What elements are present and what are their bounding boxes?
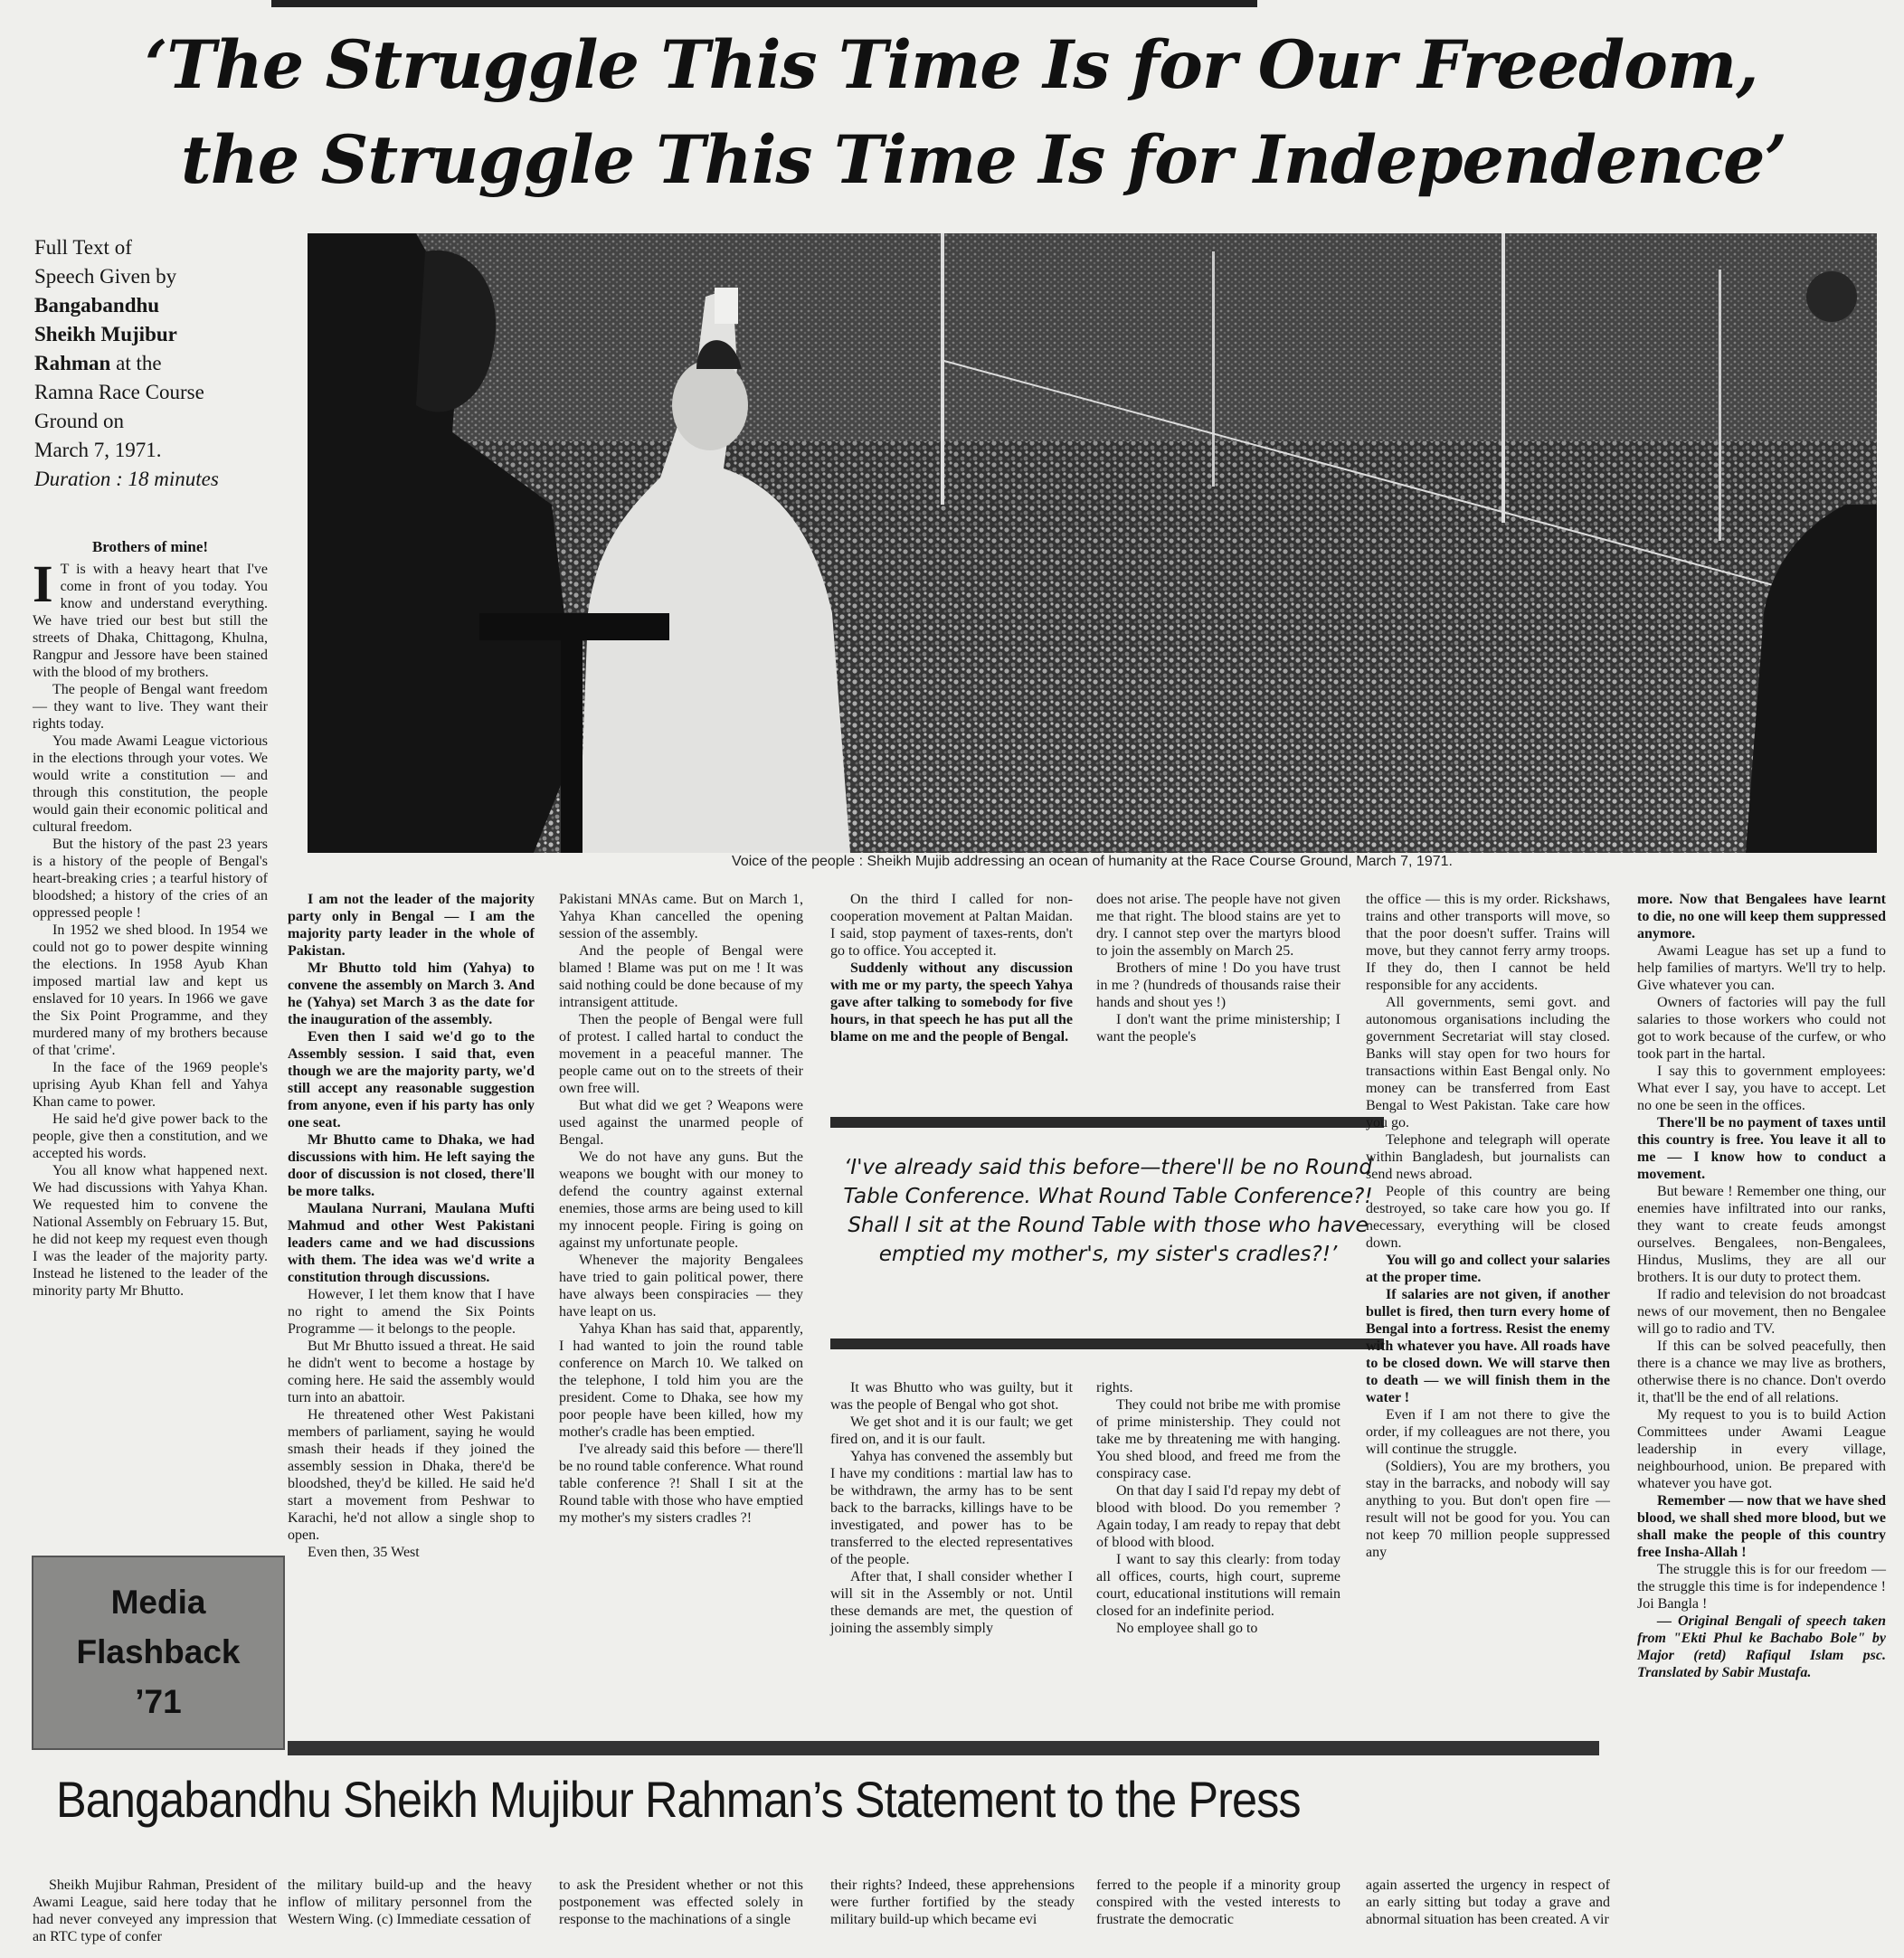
- article-column-3: [559, 891, 803, 1732]
- paragraph: But beware ! Remember one thing, our enemies have infiltrated into our ranks, they want to create feuds amongst ourselves. Bengalees, non-Bengalees, Hindus, Muslims, they are all our brothers. It is our duty to protect them.: [1637, 1184, 1886, 1285]
- headline: [145, 18, 1809, 208]
- byline-line: Ground on: [34, 410, 125, 432]
- paragraph: People of this country are being destroyed, so take care how you go. If necessary, everything will be closed down.: [1366, 1184, 1610, 1251]
- pullquote-rule-top: [830, 1117, 1384, 1128]
- top-rule: [271, 0, 1257, 7]
- paragraph: My request to you is to build Action Committees under Awami League leadership in every village, neighbourhood, union. Be prepared with whatever you have got.: [1637, 1407, 1886, 1491]
- article-column-1: [33, 538, 268, 1547]
- section-divider: [288, 1741, 1599, 1755]
- paragraph: The people of Bengal want freedom — they want to live. They want their rights today.: [33, 682, 268, 732]
- paragraph: If salaries are not given, if another bullet is fired, then turn every home of Bengal into a fortress. Resist the enemy with whatever you have. All roads have to be closed down. We will starve then to death — we will finish them in the water !: [1366, 1287, 1610, 1405]
- paragraph: All governments, semi govt. and autonomous organisations including the government Secretariat will stay closed. Banks will stay open for two hours for transactions within East Bengal only. No money can be transferred from East Bengal to West Pakistan. Take care how you go.: [1366, 995, 1610, 1130]
- media-flashback-line: Media: [110, 1584, 206, 1621]
- media-flashback-line: Flashback: [76, 1633, 241, 1670]
- pullquote-rule-bottom: [830, 1338, 1384, 1349]
- paragraph: He threatened other West Pakistani members of parliament, saying he would smash their heads if they joined the assembly session in Dhaka, there'd be bloodshed, they'd be killed. He said he'd start a movement from Peshwar to Karachi, he'd not allow a single shop to open.: [288, 1407, 535, 1543]
- paragraph: Whenever the majority Bengalees have tried to gain political power, there have always been conspiracies — they have leapt on us.: [559, 1253, 803, 1320]
- article-column-4-bottom: [830, 1379, 1073, 1732]
- paragraph: Remember — now that we have shed blood, we shall shed more blood, but we shall make the people of this country free Insha-Allah !: [1637, 1493, 1887, 1560]
- paragraph: Yahya Khan has said that, apparently, I had wanted to join the round table conference on March 10. We talked on the telephone, I told him you are the president. Come to Dhaka, see how my poor people have been killed, how my mother's cradle has been emptied.: [559, 1321, 803, 1440]
- paragraph: If this can be solved peacefully, then there is a chance we may live as brothers, otherwise there is no chance. Don't overdo it, that'll be the end of all relations.: [1637, 1338, 1886, 1405]
- article-column-7: [1637, 891, 1886, 1958]
- paragraph: the military build-up and the heavy inflow of military personnel from the Western Wing. (c) Immediate cessation of: [288, 1878, 532, 1927]
- byline-line: at the: [110, 352, 162, 374]
- paragraph: And the people of Bengal were blamed ! Blame was put on me ! It was said nothing could be done because of my intransigent attitude.: [559, 943, 803, 1010]
- article-column-5-bottom: [1096, 1379, 1340, 1732]
- paragraph: Yahya has convened the assembly but I have my conditions : martial law has to be withdrawn, the army has to be sent back to the barracks, killings have to be investigated, and power has to be transferred to the elected representatives of the people.: [830, 1449, 1073, 1567]
- media-flashback-line: ’71: [135, 1683, 182, 1720]
- paragraph: In 1952 we shed blood. In 1954 we could not go to power despite winning the elections. In 1958 Ayub Khan imposed martial law and kept us enslaved for 10 years. In 1966 we gave the Six Point Programme, and they murdered many of my brothers because of that 'crime'.: [33, 922, 268, 1058]
- paragraph: Even if I am not there to give the order, if my colleagues are not there, you will continue the struggle.: [1366, 1407, 1610, 1457]
- paragraph: I don't want the prime ministership; I want the people's: [1096, 1012, 1340, 1045]
- paragraph: I am not the leader of the majority party only in Bengal — I am the majority party leader in the whole of Pakistan.: [288, 892, 535, 959]
- paragraph: But the history of the past 23 years is a history of the people of Bengal's heart-breaking cries ; a tearful history of bloodshed; a history of the cries of an oppressed people !: [33, 837, 268, 921]
- headline-line-2: the Struggle This Time Is for Independence’: [181, 121, 1786, 199]
- paragraph: I've already said this before — there'll be no round table conference. What round table conference ?! Shall I sit at the Round table with those who have emptied my mother's my sisters cradles ?!: [559, 1442, 803, 1526]
- photo-caption: Voice of the people : Sheikh Mujib addressing an ocean of humanity at the Race Course Ground, March 7, 1971.: [732, 854, 1453, 869]
- article-column-5-top: [1096, 891, 1340, 1099]
- paragraph: Then the people of Bengal were full of protest. I called hartal to conduct the movement in a peaceful manner. The people came out on to the streets of their own free will.: [559, 1012, 803, 1096]
- section-heading: Brothers of mine!: [91, 538, 209, 555]
- paragraph: No employee shall go to: [1116, 1621, 1258, 1636]
- pullquote: ‘I've already said this before—there'll be no Round Table Conference. What Round Table Conference?! Shall I sit at the Round Table with those who have emptied my mother's, my sister's cradles?!’: [843, 1156, 1373, 1266]
- article-2-column-1: [33, 1877, 277, 1958]
- article-column-6: [1366, 891, 1610, 1732]
- headline-line-1: ‘The Struggle This Time Is for Our Freedom,: [145, 26, 1758, 104]
- paragraph: ferred to the people if a minority group conspired with the vested interests to frustrate the democratic: [1096, 1878, 1340, 1927]
- paragraph: Suddenly without any discussion with me or my party, the speech Yahya gave after talking to somebody for five hours, in that speech he has put all the blame on me and the people of Bengal.: [830, 960, 1073, 1045]
- byline-name: Sheikh Mujibur: [34, 323, 177, 345]
- paragraph: We do not have any guns. But the weapons we bought with our money to defend the country against external enemies, those arms are being used to kill my innocent people. Firing is going on against my unfortunate people.: [559, 1149, 803, 1251]
- paragraph: Pakistani MNAs came. But on March 1, Yahya Khan cancelled the opening session of the assembly.: [559, 892, 803, 941]
- paragraph: After that, I shall consider whether I will sit in the Assembly or not. Until these demands are met, the question of joining the assembly simply: [830, 1569, 1073, 1636]
- paragraph: more. Now that Bengalees have learnt to die, no one will keep them suppressed anymore.: [1637, 892, 1886, 941]
- paragraph: rights.: [1096, 1380, 1133, 1395]
- paragraph: On the third I called for non-cooperation movement at Paltan Maidan. I said, stop payment of taxes-rents, don't go to office. You accepted it.: [830, 892, 1073, 959]
- paragraph: the office — this is my order. Rickshaws, trains and other transports will move, so that the poor doesn't suffer. Trains will move, but they cannot ferry army troops. If they do, then I cannot be held responsible for any accidents.: [1366, 892, 1610, 993]
- translation-credit: — Original Bengali of speech taken from "Ekti Phul ke Bachabo Bole" by Major (retd) Rafiqul Islam psc. Translated by Sabir Mustafa.: [1637, 1613, 1886, 1680]
- byline-line: Speech Given by: [34, 265, 177, 288]
- paragraph: Even then I said we'd go to the Assembly session. I said that, even though we are the majority party, we'd still accept any reasonable suggestion from anyone, even if his party has only one seat.: [288, 1029, 535, 1130]
- paragraph: In the face of the 1969 people's uprising Ayub Khan fell and Yahya Khan came to power.: [33, 1060, 268, 1110]
- byline-line: Full Text of: [34, 236, 132, 259]
- paragraph: Mr Bhutto told him (Yahya) to convene the assembly on March 3. And he (Yahya) set March 3 as the date for the inauguration of the assembly.: [288, 960, 535, 1027]
- article-2-column-5: [1096, 1877, 1340, 1958]
- paragraph: Sheikh Mujibur Rahman, President of Awami League, said here today that he had never conveyed any impression that an RTC type of confer: [33, 1878, 277, 1944]
- byline-duration: Duration : 18 minutes: [34, 468, 219, 490]
- paragraph: You will go and collect your salaries at the proper time.: [1366, 1253, 1610, 1285]
- paragraph: again asserted the urgency in respect of an early sitting but today a grave and abnormal situation has been created. A vir: [1366, 1878, 1610, 1927]
- paragraph: It was Bhutto who was guilty, but it was the people of Bengal who got shot.: [830, 1380, 1073, 1413]
- paragraph: Telephone and telegraph will operate within Bangladesh, but journalists can send news abroad.: [1366, 1132, 1610, 1182]
- paragraph: However, I let them know that I have no right to amend the Six Points Programme — it belongs to the people.: [288, 1287, 535, 1337]
- drop-cap: I: [33, 554, 53, 613]
- paragraph: They could not bribe me with promise of prime ministership. They could not take me by threatening me with hanging. You shed blood, and freed me from the conspiracy case.: [1096, 1397, 1340, 1481]
- media-flashback-box: [32, 1556, 285, 1750]
- article-2-headline: Bangabandhu Sheikh Mujibur Rahman’s Statement to the Press: [56, 1771, 1301, 1828]
- paragraph: He said he'd give power back to the people, give then a constitution, and we accepted his words.: [33, 1111, 268, 1161]
- byline-date: March 7, 1971.: [34, 439, 162, 461]
- paragraph: I want to say this clearly: from today all offices, courts, high court, supreme court, educational institutions will remain closed for an indefinite period.: [1096, 1552, 1340, 1619]
- paragraph: But what did we get ? Weapons were used against the unarmed people of Bengal.: [559, 1098, 803, 1148]
- paragraph: The struggle this is for our freedom — the struggle this time is for independence ! Joi Bangla !: [1637, 1562, 1886, 1612]
- paragraph: [33, 554, 268, 681]
- paragraph: There'll be no payment of taxes until this country is free. You leave it all to me — I know how to conduct a movement.: [1637, 1115, 1886, 1182]
- paragraph: Brothers of mine ! Do you have trust in me ? (hundreds of thousands raise their hands and shout yes !): [1096, 960, 1340, 1010]
- crowd-photo: [308, 233, 1877, 853]
- paragraph: Awami League has set up a fund to help families of martyrs. We'll try to help. Give whatever you can.: [1637, 943, 1886, 993]
- paragraph: If radio and television do not broadcast news of our movement, then no Bengalee will go to radio and TV.: [1637, 1287, 1886, 1337]
- article-2-column-2: [288, 1877, 532, 1958]
- paragraph: (Soldiers), You are my brothers, you stay in the barracks, and nobody will say anything to you. But don't open fire — result will not be good for you. You can not keep 70 million people suppressed any: [1366, 1459, 1610, 1560]
- paragraph: You made Awami League victorious in the elections through your votes. We would write a constitution — and through this constitution, the people would gain their economic political and cultural freedom.: [33, 733, 268, 835]
- paragraph: I say this to government employees: What ever I say, you have to accept. Let no one be seen in the offices.: [1637, 1064, 1886, 1113]
- paragraph: to ask the President whether or not this postponement was effected solely in response to the machinations of a single: [559, 1878, 803, 1927]
- paragraph: Even then, 35 West: [308, 1545, 420, 1560]
- paragraph: their rights? Indeed, these apprehensions were further fortified by the steady military build-up which became evi: [830, 1878, 1075, 1927]
- article-2-column-4: [830, 1877, 1075, 1958]
- paragraph: On that day I said I'd repay my debt of blood with blood. Do you remember ? Again today, I am ready to repay that debt of blood with blood.: [1096, 1483, 1340, 1550]
- article-column-4-top: [830, 891, 1073, 1099]
- byline-line: Ramna Race Course: [34, 381, 204, 403]
- article-column-2: [288, 891, 535, 1732]
- paragraph: You all know what happened next. We had discussions with Yahya Khan. We requested him to convene the National Assembly on February 15. But, he did not keep my request even though I was the leader of the majority party. Instead he listened to the leader of the minority party Mr Bhutto.: [33, 1163, 268, 1299]
- paragraph-text: T is with a heavy heart that I've come in front of you today. You know and understand everything. We have tried our best but still the streets of Dhaka, Chittagong, Khulna, Rangpur and Jessore have been stained with the blood of my brothers.: [33, 562, 268, 680]
- article-2-column-6: [1366, 1877, 1610, 1958]
- byline: [34, 233, 274, 494]
- paragraph: Maulana Nurrani, Maulana Mufti Mahmud and other West Pakistani leaders came and we had discussions with them. The idea was we'd write a constitution through discussions.: [288, 1201, 535, 1285]
- paragraph: We get shot and it is our fault; we get fired on, and it is our fault.: [830, 1414, 1073, 1447]
- byline-name: Rahman: [34, 352, 111, 374]
- paragraph: does not arise. The people have not given me that right. The blood stains are yet to dry. I cannot step over the martyrs blood to join the assembly on March 25.: [1096, 892, 1340, 959]
- paragraph: Owners of factories will pay the full salaries to those workers who could not got to work because of the curfew, or who took part in the hartal.: [1637, 995, 1886, 1062]
- byline-name: Bangabandhu: [34, 294, 160, 317]
- article-2-column-3: [559, 1877, 803, 1958]
- paragraph: But Mr Bhutto issued a threat. He said he didn't went to become a hostage by coming here. He said the assembly would turn into an abattoir.: [288, 1338, 535, 1405]
- paragraph: Mr Bhutto came to Dhaka, we had discussions with him. He left saying the door of discussion is not closed, there'll be more talks.: [288, 1132, 535, 1199]
